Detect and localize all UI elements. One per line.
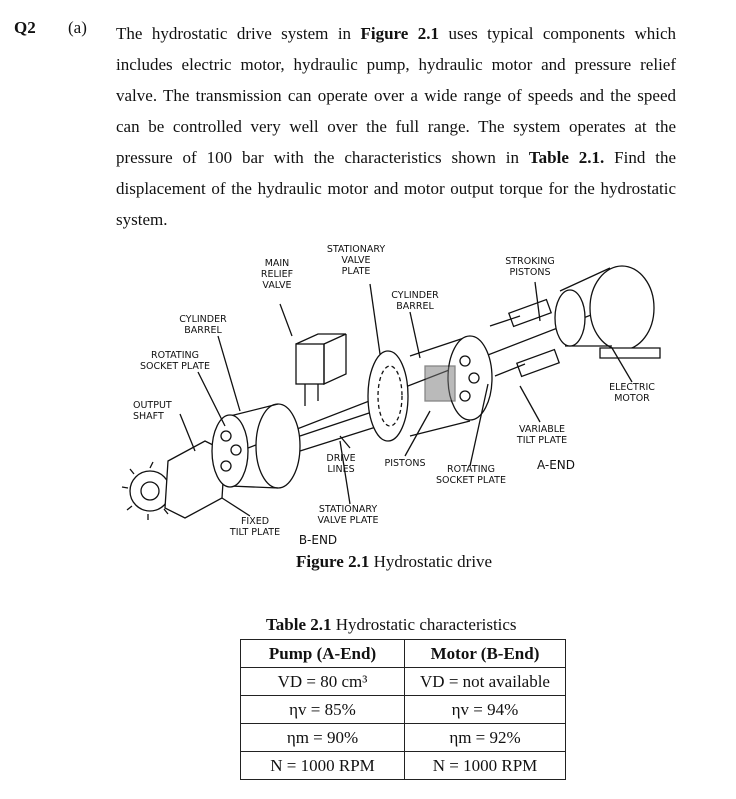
motor-displacement: VD = not available — [405, 668, 566, 696]
question-text-2: uses typical components which includes electric motor, hydraulic pump, hydraulic motor and pressure relief valve. The transmission can operate over a wide range of speeds and the speed can be controlled very well over the full range. The system operates at the pressure of 100 bar with the characteristics shown in — [116, 24, 676, 167]
pump-speed: N = 1000 RPM — [241, 752, 405, 780]
header-motor: Motor (B-End) — [405, 640, 566, 668]
label-main-relief-valve-1: MAIN — [264, 258, 290, 269]
label-variable-tilt-plate-2: TILT PLATE — [516, 435, 568, 446]
label-main-relief-valve-3: VALVE — [262, 280, 292, 291]
label-stroking-pistons-1: STROKING — [505, 256, 555, 267]
label-pistons: PISTONS — [384, 458, 426, 469]
label-rotating-socket-plate-right-1: ROTATING — [447, 464, 495, 475]
label-rotating-socket-plate-left-1: ROTATING — [151, 350, 199, 361]
b-end-cylinder-barrel — [212, 404, 300, 488]
label-stationary-valve-plate-top-2: VALVE — [341, 255, 371, 266]
label-rotating-socket-plate-right-2: SOCKET PLATE — [435, 475, 507, 486]
question-text-3: Find the displacement of the hydraulic motor and motor output torque for the hydrostatic system. — [116, 148, 676, 229]
label-main-relief-valve-2: RELIEF — [260, 269, 294, 280]
label-output-shaft-2: SHAFT — [133, 411, 164, 422]
leader-rotating-socket-plate-left — [198, 372, 225, 426]
label-stationary-valve-plate-bottom-1: STATIONARY — [318, 504, 378, 515]
label-fixed-tilt-plate-2: TILT PLATE — [229, 527, 281, 538]
table-caption — [266, 615, 517, 635]
leader-fixed-tilt-plate — [222, 498, 250, 516]
question-number: Q2 — [14, 18, 36, 37]
figure-caption-ref: Figure 2.1 — [296, 552, 370, 571]
leader-stationary-valve-plate-top — [370, 284, 380, 354]
table-row — [241, 696, 566, 724]
table-reference: Table 2.1. — [528, 148, 605, 167]
question-part: (a) — [68, 18, 87, 37]
label-cylinder-barrel-right-1: CYLINDER — [391, 290, 439, 301]
leader-variable-tilt-plate — [520, 386, 540, 422]
figure-reference: Figure 2.1 — [360, 24, 440, 43]
question-text — [116, 18, 676, 235]
hydrostatic-drive-figure — [0, 236, 736, 576]
hydrostatic-characteristics-table — [240, 639, 566, 780]
stroking-pistons — [490, 300, 559, 377]
label-variable-tilt-plate-1: VARIABLE — [518, 424, 566, 435]
table-row — [241, 668, 566, 696]
table-caption-ref: Table 2.1 — [266, 615, 332, 634]
leader-cylinder-barrel-right — [410, 312, 420, 358]
figure-caption — [296, 552, 492, 572]
label-rotating-socket-plate-left-2: SOCKET PLATE — [139, 361, 211, 372]
table-row — [241, 724, 566, 752]
label-a-end: A-END — [536, 458, 576, 472]
motor-volumetric-efficiency: ηv = 94% — [405, 696, 566, 724]
table-header-row — [241, 640, 566, 668]
leader-main-relief-valve — [280, 304, 292, 336]
label-cylinder-barrel-left-2: BARREL — [184, 325, 222, 336]
question-text-1: The hydrostatic drive system in — [116, 24, 361, 43]
main-relief-valve-box — [296, 334, 346, 406]
label-drive-lines-2: LINES — [327, 464, 355, 475]
pump-displacement: VD = 80 cm³ — [241, 668, 405, 696]
figure-caption-text: Hydrostatic drive — [369, 552, 493, 571]
label-stationary-valve-plate-top-3: PLATE — [341, 266, 371, 277]
motor-mechanical-efficiency: ηm = 92% — [405, 724, 566, 752]
label-b-end: B-END — [298, 533, 338, 547]
label-cylinder-barrel-left-1: CYLINDER — [179, 314, 227, 325]
label-drive-lines-1: DRIVE — [326, 453, 356, 464]
label-stationary-valve-plate-top-1: STATIONARY — [326, 244, 386, 255]
label-output-shaft-1: OUTPUT — [133, 400, 172, 411]
leader-output-shaft — [180, 414, 195, 451]
label-cylinder-barrel-right-2: BARREL — [396, 301, 434, 312]
pump-volumetric-efficiency: ηv = 85% — [241, 696, 405, 724]
label-stationary-valve-plate-bottom-2: VALVE PLATE — [317, 515, 379, 526]
table-caption-text: Hydrostatic characteristics — [331, 615, 517, 634]
label-electric-motor-1: ELECTRIC — [609, 382, 655, 393]
table-row — [241, 752, 566, 780]
leader-cylinder-barrel-left — [218, 336, 240, 411]
motor-speed: N = 1000 RPM — [405, 752, 566, 780]
pump-mechanical-efficiency: ηm = 90% — [241, 724, 405, 752]
figure-drawing — [122, 266, 660, 520]
electric-motor — [555, 266, 660, 358]
leader-drive-lines — [340, 436, 350, 448]
label-fixed-tilt-plate-1: FIXED — [240, 516, 270, 527]
label-stroking-pistons-2: PISTONS — [509, 267, 551, 278]
header-pump: Pump (A-End) — [241, 640, 405, 668]
leader-pistons — [405, 411, 430, 456]
label-electric-motor-2: MOTOR — [614, 393, 650, 404]
